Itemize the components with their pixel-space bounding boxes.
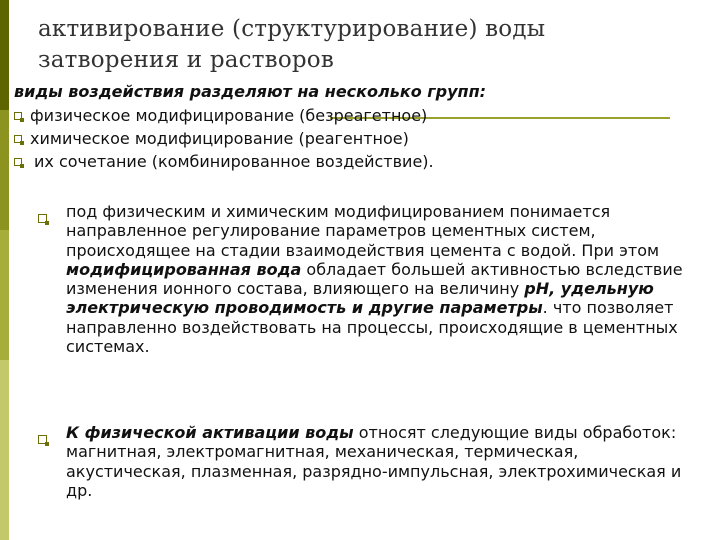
emphasis-text: рН, удельную электрическую проводимость и другие параметры <box>66 279 654 318</box>
square-bullet-icon <box>38 435 47 444</box>
slide-title <box>38 14 678 76</box>
square-bullet-icon <box>14 158 22 166</box>
title-line-2: затворения и растворов <box>38 47 334 73</box>
list-item-text: их сочетание (комбинированное воздействие). <box>34 152 434 171</box>
paragraph-text: под физическим и химическим модифицированием понимается направленное регулирование параметров цементных систем, происходящее на стадии взаимодействия цемента с водой. При этом <box>66 202 660 260</box>
left-accent-bar <box>0 0 9 540</box>
list-item <box>14 104 434 127</box>
title-line-1: активирование (структурирование) воды <box>38 16 546 42</box>
paragraph-modification <box>40 202 690 356</box>
accent-bar-segment <box>0 230 9 360</box>
list-item-text: химическое модифицирование (реагентное) <box>30 129 409 148</box>
square-bullet-icon <box>14 112 22 120</box>
paragraph-body <box>66 202 690 356</box>
accent-bar-segment <box>0 0 9 110</box>
list-item <box>14 150 434 173</box>
paragraph-physical-activation <box>40 423 690 500</box>
emphasis-text: модифицированная вода <box>66 259 302 279</box>
square-bullet-icon <box>14 135 22 143</box>
emphasis-text: К физической активации воды <box>66 423 354 442</box>
groups-list <box>14 104 434 173</box>
paragraph-text: относят следующие виды обработок: магнитная, электромагнитная, механическая, термическая, акустическая, плазменная, разрядно-импульсная, электрохимическая и др. <box>66 423 682 500</box>
list-item-text: физическое модифицирование (безреагетное) <box>30 106 428 125</box>
accent-bar-segment <box>0 110 9 230</box>
paragraph-body <box>66 423 690 500</box>
paragraph-text: . что позволяет направленно воздействовать на процессы, происходящие в цементных системах. <box>66 298 678 357</box>
list-item <box>14 127 434 150</box>
square-bullet-icon <box>38 214 47 223</box>
subheading: виды воздействия разделяют на несколько групп: <box>14 82 487 101</box>
accent-bar-segment <box>0 360 9 540</box>
paragraph-text: обладает большей активностью вследствие изменения ионного состава, влияющего на величину <box>66 259 683 299</box>
